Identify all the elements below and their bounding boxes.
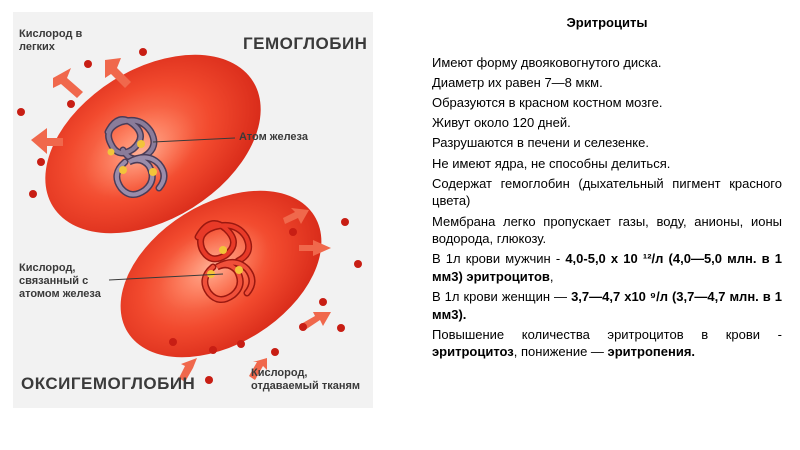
item-text: В 1л крови мужчин -	[432, 251, 566, 267]
oxyhemoglobin-label: ОКСИГЕМОГЛОБИН	[21, 374, 196, 393]
erythrocyte-diagram	[13, 12, 373, 408]
oxygen-in-lungs-label: Кислород в легких	[19, 28, 83, 53]
list-item	[410, 250, 782, 285]
hemoglobin-illustration	[13, 12, 373, 408]
slide-title: Эритроциты	[566, 15, 648, 30]
list-item	[410, 134, 782, 152]
item-text: Содержат гемоглобин (дыхательный пигмент красного цвета)	[432, 175, 782, 209]
item-text: ,	[549, 268, 554, 284]
item-text: Повышение количества эритроцитов в крови -	[432, 326, 782, 342]
bound-oxygen-label: Кислород, связанный с атомом железа	[19, 262, 101, 300]
facts-list	[410, 54, 782, 361]
item-text: Мембрана легко пропускает газы, воду, анионы, ионы водорода, глюкозу.	[432, 213, 782, 247]
hemoglobin-label: ГЕМОГЛОБИН	[243, 34, 368, 53]
item-text: Диаметр их равен 7—8 мкм.	[432, 74, 603, 90]
list-item	[410, 213, 782, 248]
list-item	[410, 94, 782, 112]
list-item	[410, 54, 782, 72]
item-text: Не имеют ядра, не способны делиться.	[432, 155, 671, 171]
oxygen-to-tissues-label: Кислород, отдаваемый тканям	[251, 367, 361, 392]
bold-text: эритропения.	[607, 344, 696, 360]
text-panel	[410, 14, 782, 364]
item-text: , понижение —	[513, 344, 608, 360]
item-text: Разрушаются в печени и селезенке.	[432, 135, 649, 151]
list-item	[410, 74, 782, 92]
list-item	[410, 175, 782, 210]
bold-text: 4,0-5,0 х 10 ¹²/л (4,0—5,0 млн. в 1 мм3) эритроцитов	[432, 251, 782, 284]
iron-atom-label: Атом железа	[239, 131, 308, 143]
list-item	[410, 288, 782, 323]
bold-text: эритроцитоз	[432, 344, 514, 360]
item-text: В 1л крови женщин —	[432, 289, 572, 305]
bold-text: 3,7—4,7 х10 ⁹/л (3,7—4,7 млн. в 1 мм3).	[432, 289, 783, 322]
item-text: Живут около 120 дней.	[432, 115, 571, 131]
list-item	[410, 114, 782, 132]
list-item	[410, 326, 782, 361]
item-text: Образуются в красном костном мозге.	[432, 94, 663, 110]
list-item	[410, 155, 782, 173]
item-text: Имеют форму двояковогнутого диска.	[432, 54, 662, 70]
